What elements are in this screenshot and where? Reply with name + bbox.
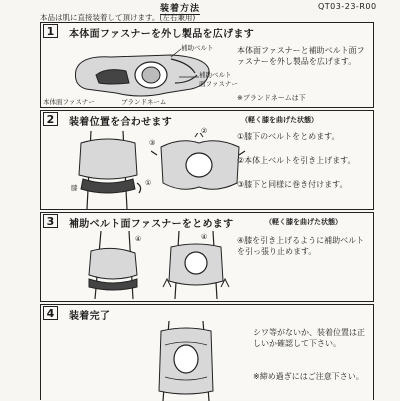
main-fastener-label: 本体面ファスナー xyxy=(43,98,95,106)
usage-note: 本品は肌に直接装着して頂けます。(左右兼用) xyxy=(40,13,196,22)
step-heading: 装着位置を合わせます xyxy=(69,117,172,128)
unfolded-product-illustration xyxy=(71,45,211,103)
step-2-header xyxy=(41,111,373,127)
step-1 xyxy=(40,22,374,108)
step-number: 4 xyxy=(43,306,58,320)
marker-4b: ④ xyxy=(201,233,208,241)
step-1-header xyxy=(41,23,373,39)
step-2-instruction-1: ①膝下のベルトをとめます。 xyxy=(237,132,340,141)
knee-label: 膝 xyxy=(71,184,78,192)
leg-wrap-illustration xyxy=(73,131,143,211)
belt-pull-illustration xyxy=(151,133,246,203)
step-subnote: （軽く膝を曲げた状態） xyxy=(241,116,318,124)
step-2-instruction-2: ②本体上ベルトを引き上げます。 xyxy=(237,156,356,165)
marker-1: ① xyxy=(145,179,152,187)
step-heading: 補助ベルト面ファスナーをとめます xyxy=(69,219,234,230)
document-code: QT03-23-R00 xyxy=(318,2,377,11)
front-leg-illustration xyxy=(161,231,231,301)
step-1-instruction: 本体面ファスナーと補助ベルト面ファスナーを外し製品を広げます。 xyxy=(237,46,365,66)
marker-3: ③ xyxy=(149,139,156,147)
step-4-header xyxy=(41,305,373,321)
step-3-header xyxy=(41,213,373,229)
step-3-instruction: ④膝を引き上げるように補助ベルトを引っ張り止めます。 xyxy=(237,236,365,256)
step-number: 1 xyxy=(43,24,58,38)
aux-belt-label: 補助ベルト xyxy=(181,44,214,52)
step-heading: 本体面ファスナーを外し製品を広げます xyxy=(69,29,254,40)
step-1-footnote: ※ブランドネームは下 xyxy=(237,94,306,102)
side-leg-illustration xyxy=(81,231,141,301)
step-heading: 装着完了 xyxy=(69,311,111,322)
step-2-instruction-3: ③膝下と同様に巻き付けます。 xyxy=(237,180,348,189)
marker-2: ② xyxy=(201,127,208,135)
step-number: 3 xyxy=(43,214,58,228)
aux-fastener-label: 補助ベルト 面ファスナー xyxy=(199,71,238,88)
step-subnote: （軽く膝を曲げた状態） xyxy=(265,218,342,226)
step-4-footnote: ※締め過ぎにはご注意下さい。 xyxy=(253,372,364,381)
step-2 xyxy=(40,110,374,210)
brand-name-label: ブランドネーム xyxy=(121,98,167,106)
step-3 xyxy=(40,212,374,302)
step-number: 2 xyxy=(43,112,58,126)
step-4 xyxy=(40,304,374,400)
completed-knee-illustration xyxy=(151,321,221,401)
marker-4a: ④ xyxy=(135,235,142,243)
page-title: 装着方法 xyxy=(160,1,200,15)
step-4-instruction: シワ等がないか、装着位置は正しいか確認して下さい。 xyxy=(253,328,365,348)
